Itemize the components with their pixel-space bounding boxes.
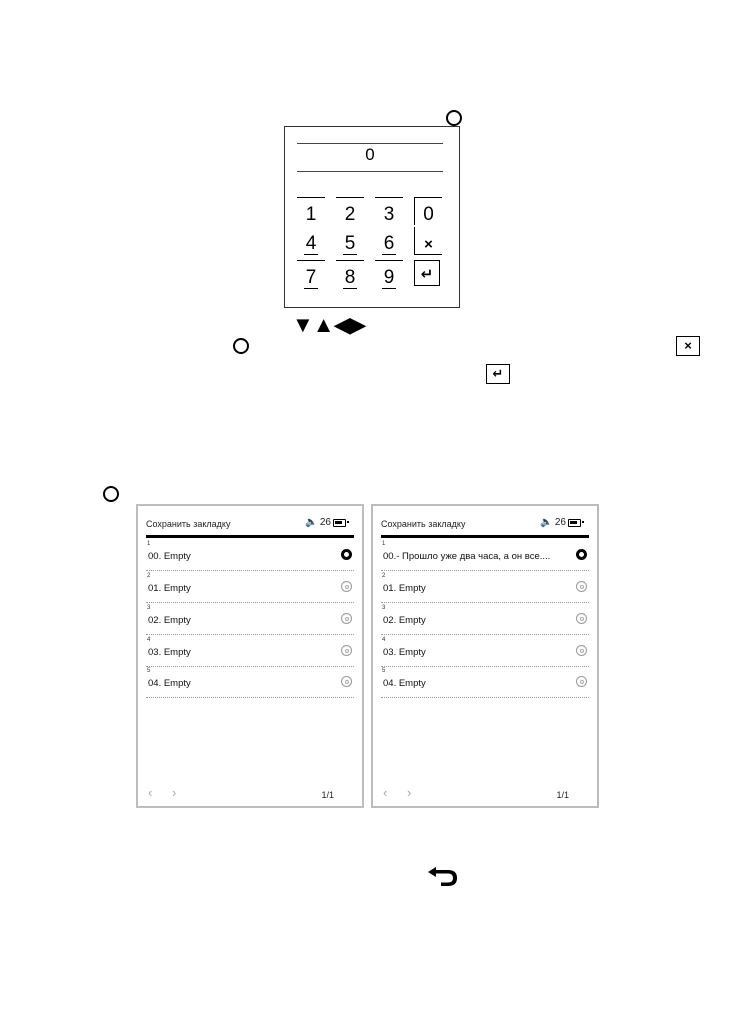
radio-unselected-icon[interactable] [341, 645, 352, 656]
page-indicator: 1/1 [556, 790, 569, 800]
bookmark-item[interactable]: 2 01. Empty [381, 571, 589, 603]
next-page-button[interactable]: › [171, 785, 177, 800]
status-bar [540, 517, 581, 528]
battery-icon [568, 519, 581, 527]
radio-selected-icon[interactable] [576, 549, 587, 560]
back-arrow-icon [426, 866, 460, 888]
delete-icon: × [424, 236, 433, 253]
radio-unselected-icon[interactable] [576, 676, 587, 687]
bookmark-item[interactable]: 5 04. Empty [146, 666, 354, 698]
display-bottom-line [297, 171, 443, 172]
bookmark-item[interactable]: 4 03. Empty [146, 635, 354, 667]
radio-selected-icon[interactable] [341, 549, 352, 560]
radio-unselected-icon[interactable] [341, 613, 352, 624]
key-1[interactable]: 1 [297, 197, 325, 225]
screen-title: Сохранить закладку [146, 519, 231, 529]
radio-unselected-icon[interactable] [341, 581, 352, 592]
display-top-line [297, 143, 443, 144]
key-5[interactable]: 5 [344, 233, 356, 254]
circle-marker-icon [233, 338, 249, 354]
page-indicator: 1/1 [321, 790, 334, 800]
prev-page-button[interactable]: ‹ [148, 785, 153, 800]
battery-icon [333, 519, 346, 527]
bookmark-item[interactable]: 4 03. Empty [381, 635, 589, 667]
radio-unselected-icon[interactable] [576, 613, 587, 624]
prev-page-button[interactable]: ‹ [383, 785, 388, 800]
volume-level: 26 [319, 517, 331, 528]
radio-unselected-icon[interactable] [576, 581, 587, 592]
bookmark-item[interactable]: 1 00. Empty [146, 539, 354, 571]
bookmark-item[interactable]: 3 02. Empty [381, 603, 589, 635]
volume-icon: 🔈 [540, 517, 553, 528]
key-0[interactable]: 0 [414, 197, 442, 225]
key-8[interactable]: 8 [336, 260, 364, 288]
enter-key-icon: ↵ [486, 364, 510, 384]
key-2[interactable]: 2 [336, 197, 364, 225]
bookmark-item[interactable]: 5 04. Empty [381, 666, 589, 698]
keypad-display: 0 [365, 145, 375, 164]
key-7[interactable]: 7 [297, 260, 325, 288]
key-delete[interactable] [414, 227, 442, 255]
circle-marker-icon [103, 486, 119, 502]
page-nav [383, 785, 427, 800]
volume-icon: 🔈 [305, 517, 318, 528]
enter-icon: ↵ [420, 266, 434, 283]
key-3[interactable]: 3 [375, 197, 403, 225]
volume-level: 26 [554, 517, 566, 528]
numeric-keypad [284, 126, 460, 308]
screen-title: Сохранить закладку [381, 519, 466, 529]
key-4[interactable]: 4 [305, 233, 317, 254]
bookmark-item[interactable]: 2 01. Empty [146, 571, 354, 603]
radio-unselected-icon[interactable] [341, 676, 352, 687]
bookmark-item[interactable]: 1 00.- Прошло уже два часа, а он все.... [381, 539, 589, 571]
arrow-keys-icon: ▼▲◀▶ [292, 312, 366, 337]
page-nav [148, 785, 192, 800]
key-enter[interactable] [414, 260, 440, 286]
title-divider [146, 535, 354, 538]
radio-unselected-icon[interactable] [576, 645, 587, 656]
key-9[interactable]: 9 [375, 260, 403, 288]
status-bar [305, 517, 346, 528]
bookmark-screen-2 [371, 504, 599, 808]
circle-marker-icon [446, 110, 462, 126]
key-6[interactable]: 6 [383, 233, 395, 254]
delete-key-icon: × [676, 336, 700, 356]
bookmark-screen-1 [136, 504, 364, 808]
next-page-button[interactable]: › [406, 785, 412, 800]
bookmark-item[interactable]: 3 02. Empty [146, 603, 354, 635]
title-divider [381, 535, 589, 538]
